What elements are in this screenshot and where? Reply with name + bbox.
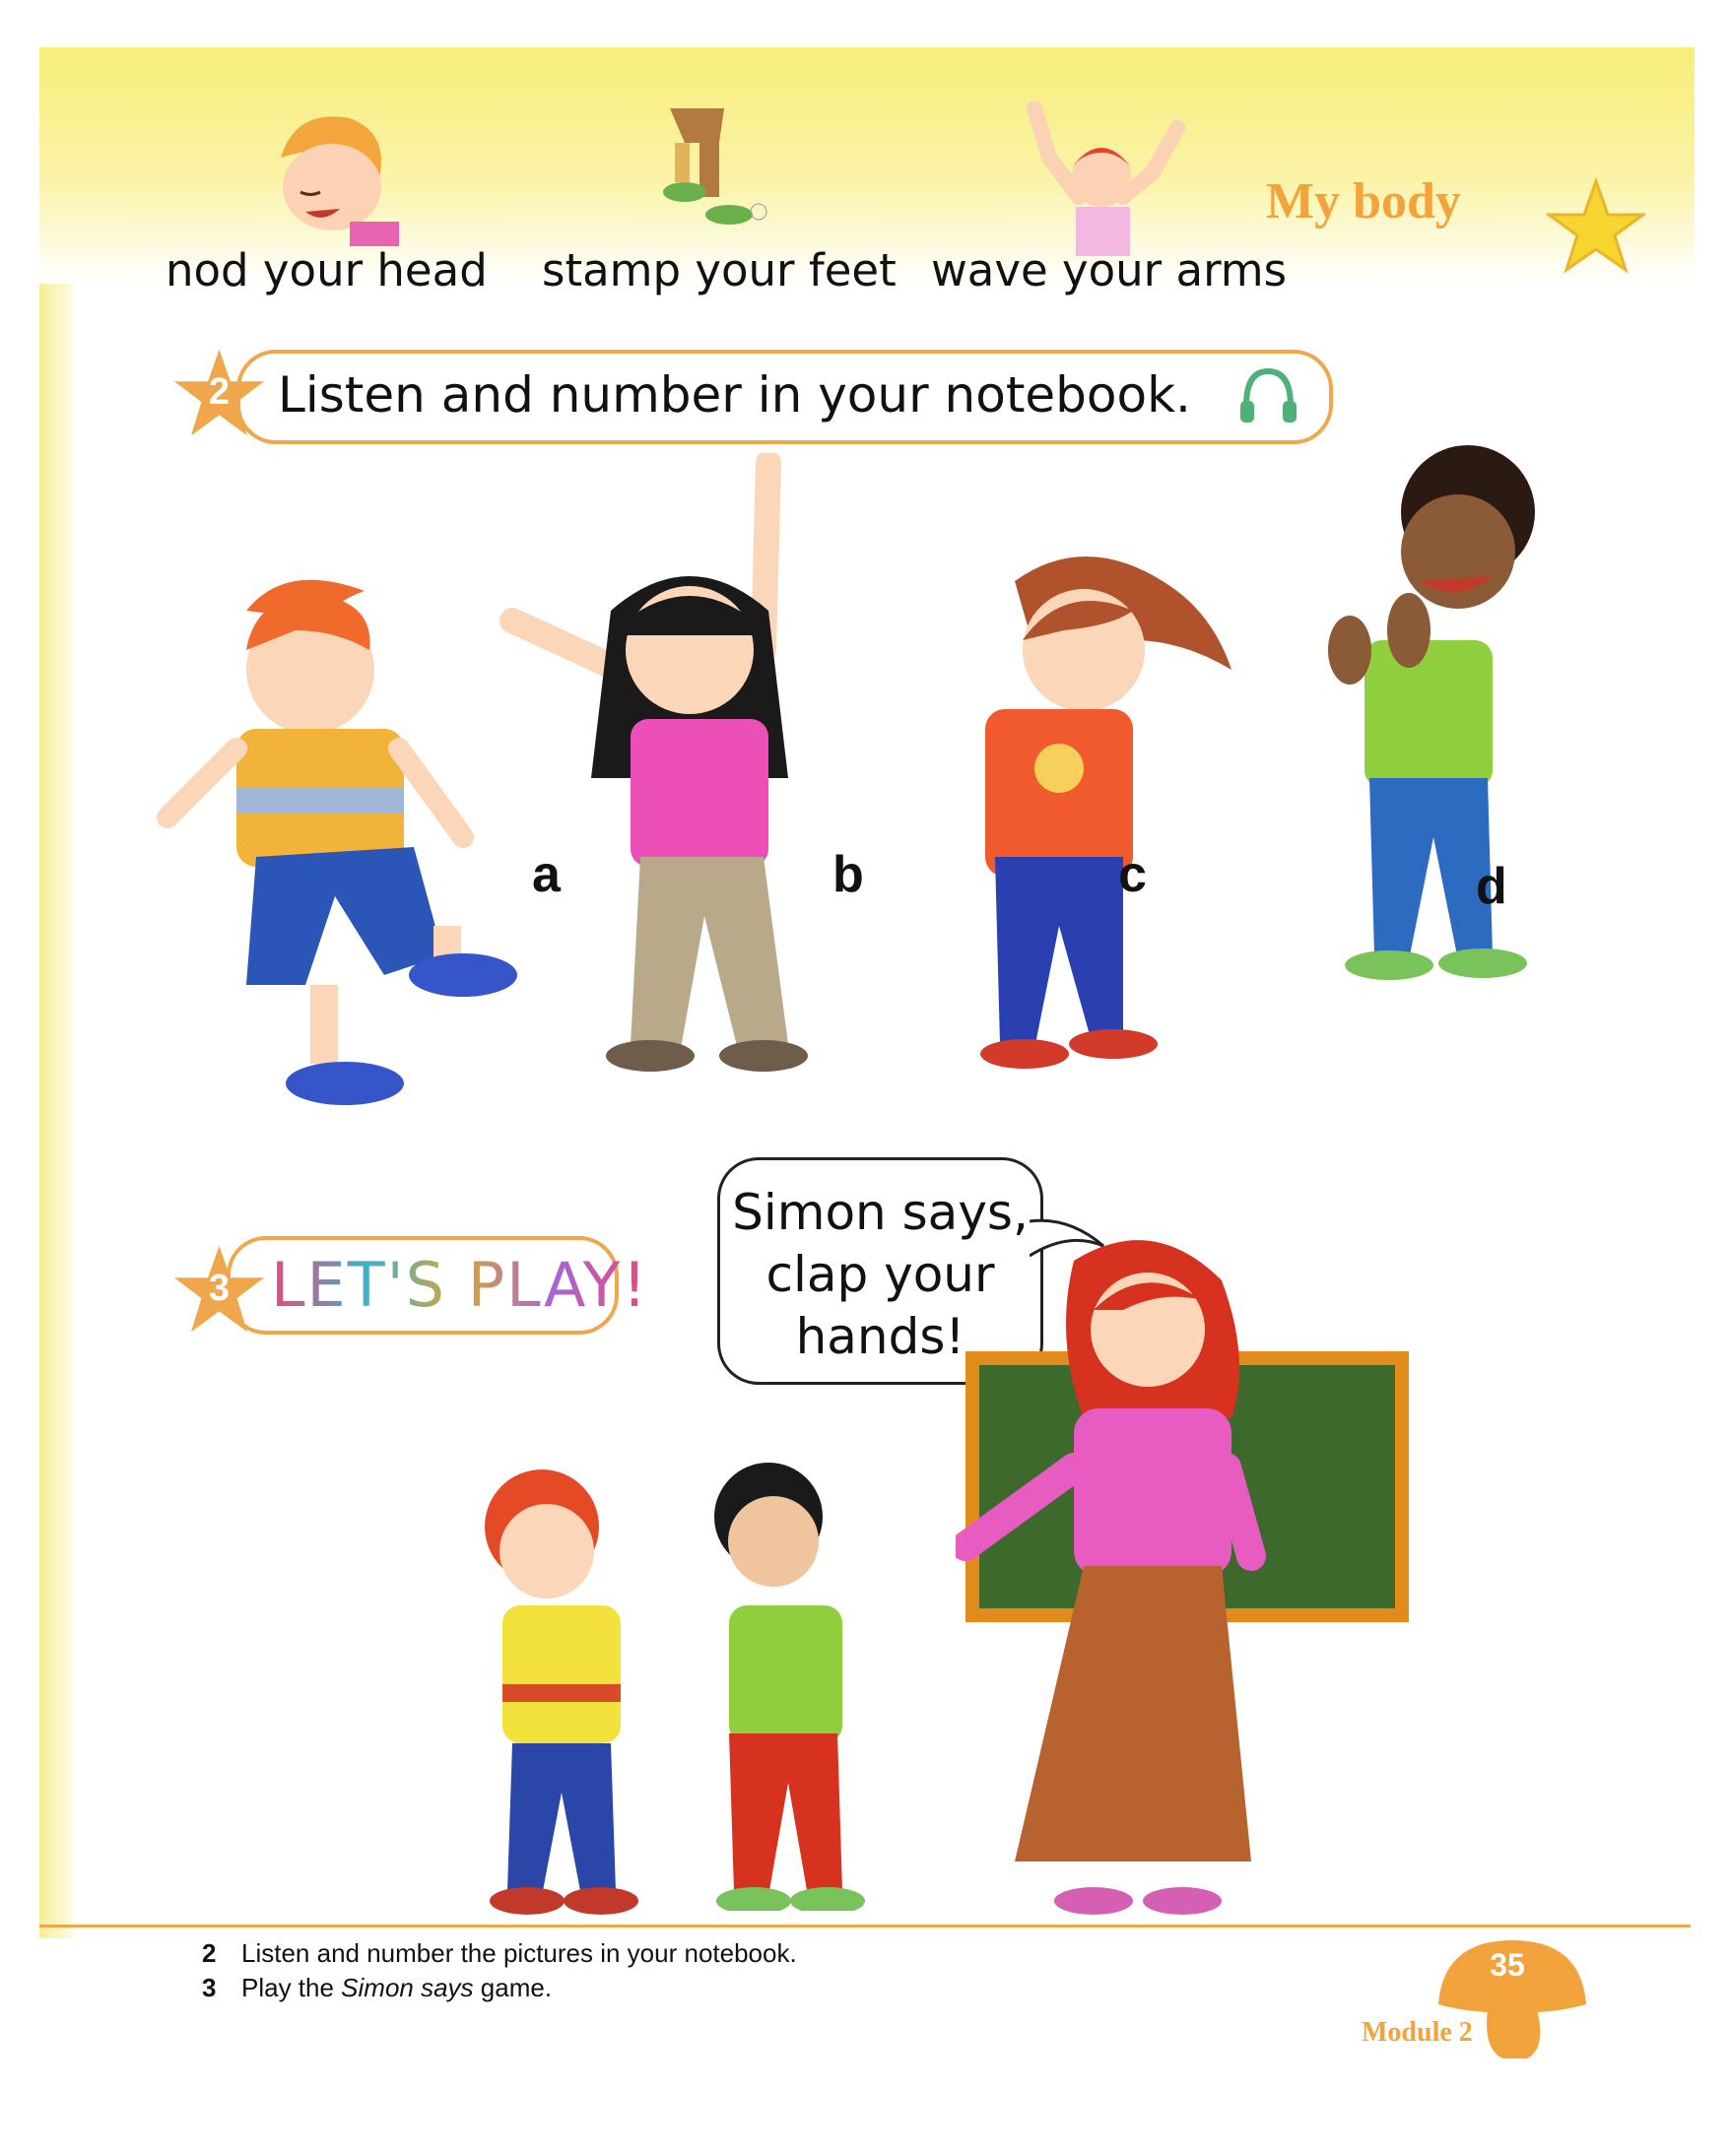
footnote-text: Listen and number the pictures in your notebook.: [241, 1938, 797, 1968]
boy-clapping-figure: [1300, 424, 1596, 995]
speech-line: hands!: [795, 1308, 965, 1365]
wave-arms-illustration: [1015, 98, 1192, 256]
speech-line: Simon says,: [732, 1184, 1029, 1241]
kid-stamping-figure: [138, 571, 532, 1123]
picture-label: c: [1118, 846, 1147, 903]
action-caption: nod your head: [166, 244, 488, 296]
headphones-icon: [1236, 366, 1300, 425]
action-caption: wave your arms: [931, 244, 1288, 296]
exercise-number-star: [172, 1244, 266, 1338]
teacher-figure: [956, 1221, 1271, 1930]
side-band: [39, 284, 79, 1938]
footnote-italic: Simon says: [341, 1973, 474, 2002]
picture-label: b: [832, 846, 864, 903]
nod-head-illustration: [241, 98, 409, 246]
lets-play-title: [271, 1249, 648, 1321]
footnote-3: [202, 1973, 552, 2003]
exercise-number-star: [172, 348, 266, 441]
page-number: 35: [1490, 1947, 1525, 1983]
footer-rule: [39, 1925, 1691, 1927]
action-caption: stamp your feet: [542, 244, 897, 296]
speech-line: clap your: [765, 1246, 995, 1303]
boy-red-hair-figure: [443, 1458, 670, 1921]
picture-label: d: [1476, 858, 1507, 915]
module-label: Module 2: [1362, 2017, 1473, 2048]
lets-play-text: LET'S PLAY!: [271, 1249, 649, 1321]
exercise-number: 3: [208, 1268, 231, 1309]
stamp-feet-illustration: [640, 98, 788, 236]
footnote-number: 3: [202, 1973, 217, 2002]
footnote-text: game.: [473, 1973, 553, 2002]
footnote-2: [202, 1938, 797, 1969]
girl-nodding-figure: [936, 532, 1271, 1083]
boy-black-hair-figure: [670, 1448, 877, 1911]
footnote-text: Play the: [241, 1973, 342, 2002]
section-title: My body: [1266, 173, 1461, 229]
star-icon: [1547, 177, 1645, 276]
exercise-2-instruction: Listen and number in your notebook.: [278, 366, 1191, 424]
footnote-number: 2: [202, 1938, 217, 1968]
exercise-number: 2: [208, 371, 231, 413]
picture-label: a: [532, 846, 561, 903]
girl-waving-figure: [493, 453, 906, 1083]
